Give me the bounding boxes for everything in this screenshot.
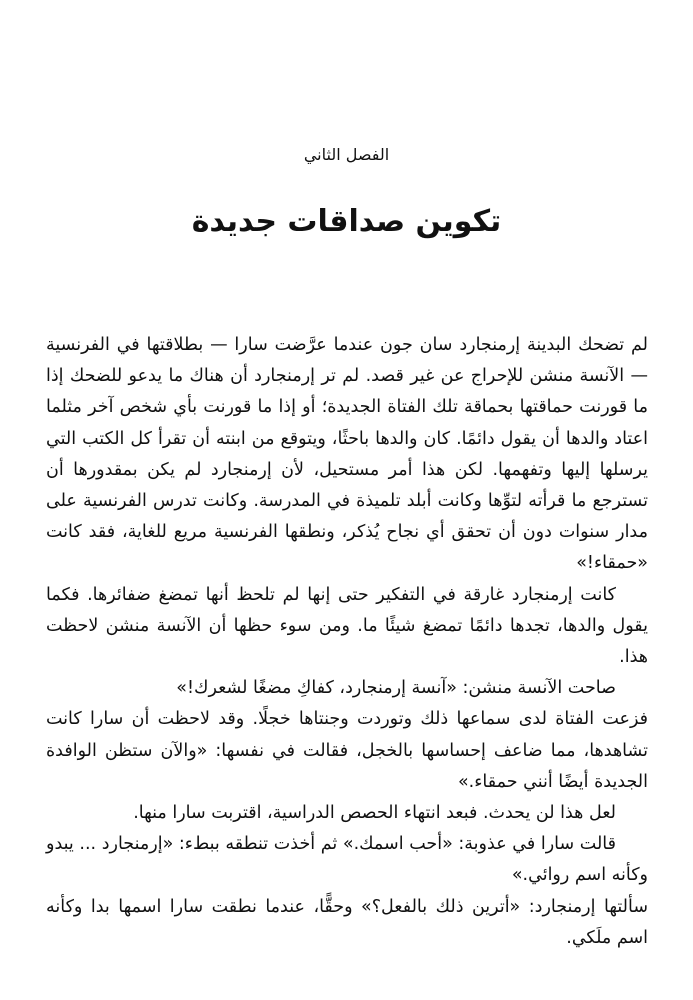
paragraph: صاحت الآنسة منشن: «آنسة إرمنجارد، كفاكِ مضغًا لشعرك!» [176,678,616,699]
paragraph: قالت سارا في عذوبة: «أحب اسمك.» ثم أخذت تنطقه ببطء: «إرمنجارد ... يبدو وكأنه اسم روائي.» [46,834,648,886]
paragraph: لم تضحك البدينة إرمنجارد سان جون عندما عرَّضت سارا — بطلاقتها في الفرنسية — الآنسة منشن للإحراج عن غير قصد. لم تر إرمنجارد أن هناك ما يدعو للضحك إذا ما قورنت حماقتها بحماقة تلك الفتاة الجديدة؛ أو إذا ما قورنت بأي شخص آخر مثلما اعتاد والدها أن يقول دائمًا. كان والدها باحثًا، ويتوقع من ابنته أن تقرأ كل الكتب التي يرسلها إليها وتفهمها. لكن هذا أمر مستحيل، لأن إرمنجارد لم يكن بمقدورها أن تسترجع ما قرأته لتوِّها وكانت أبلد تلميذة في المدرسة. وكانت تدرس الفرنسية على مدار سنوات دون أن تحقق أي نجاح يُذكر، ونطقها الفرنسية مريع للغاية، فقد كانت «حمقاء!» [46,335,648,574]
chapter-label: الفصل الثاني [303,145,390,164]
chapter-body [46,330,648,954]
paragraph: فزعت الفتاة لدى سماعها ذلك وتوردت وجنتاها خجلًا. وقد لاحظت أن سارا كانت تشاهدها، مما ضاعف إحساسها بالخجل، فقالت في نفسها: «والآن ستظن الوافدة الجديدة أيضًا أنني حمقاء.» [46,709,648,792]
paragraph: سألتها إرمنجارد: «أترين ذلك بالفعل؟» وحقًّا، عندما نطقت سارا اسمها بدا وكأنه اسم ملَكي. [46,896,648,948]
paragraph: لعل هذا لن يحدث. فبعد انتهاء الحصص الدراسية، اقتربت سارا منها. [133,803,616,824]
paragraph: كانت إرمنجارد غارقة في التفكير حتى إنها لم تلحظ أنها تمضغ ضفائرها. فكما يقول والدها، تجدها دائمًا تمضغ شيئًا ما. ومن سوء حظها أن الآنسة منشن لاحظت هذا. [46,584,648,668]
chapter-title: تكوين صداقات جديدة [191,204,502,239]
